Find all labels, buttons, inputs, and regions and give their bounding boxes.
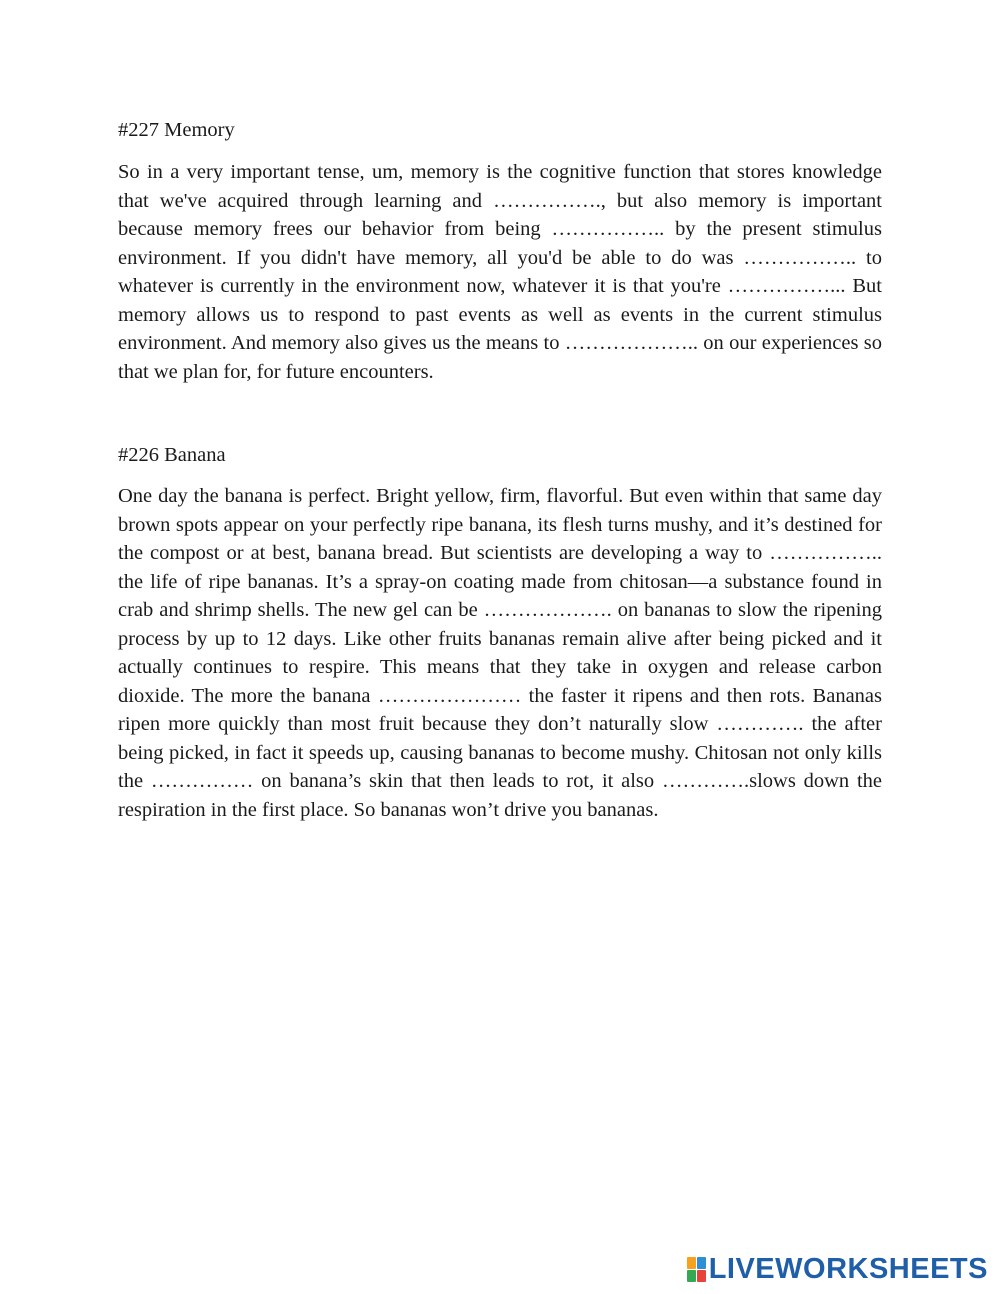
liveworksheets-brand bbox=[687, 1252, 988, 1286]
section-text-memory: So in a very important tense, um, memory is the cognitive function that stores knowledge that we've acquired through learning and ……………., but also memory is important because memory frees our behavior from being …………….. by the present stimulus environment. If you didn't have memory, all you'd be able to do was …………….. to whatever is currently in the environment now, whatever it is that you're ……………... But memory allows us to respond to past events as well as events in the current stimulus environment. And memory also gives us the means to ……………….. on our experiences so that we plan for, for future encounters. bbox=[118, 161, 882, 383]
brand-text: LIVEWORKSHEETS bbox=[708, 1252, 988, 1285]
worksheet-page bbox=[118, 116, 882, 824]
section-text-banana: One day the banana is perfect. Bright yellow, firm, flavorful. But even within that same day brown spots appear on your perfectly ripe banana, its flesh turns mushy, and it’s destined for the compost or at best, banana bread. But scientists are developing a way to …………….. the life of ripe bananas. It’s a spray-on coating made from chitosan—a substance found in crab and shrimp shells. The new gel can be ………………. on bananas to slow the ripening process by up to 12 days. Like other fruits bananas remain alive after being picked and it actually continues to respire. This means that they take in oxygen and release carbon dioxide. The more the banana ………………… the faster it ripens and then rots. Bananas ripen more quickly than most fruit because they don’t naturally slow …………. the after being picked, in fact it speeds up, causing bananas to become mushy. Chitosan not only kills the …………… on banana’s skin that then leads to rot, it also ………….slows down the respiration in the first place. So bananas won’t drive you bananas. bbox=[118, 485, 882, 821]
section-title-banana: #226 Banana bbox=[118, 444, 226, 466]
section-title-memory: #227 Memory bbox=[118, 119, 235, 141]
section-memory bbox=[118, 116, 882, 386]
liveworksheets-logo-icon bbox=[687, 1257, 706, 1282]
section-banana bbox=[118, 441, 882, 824]
